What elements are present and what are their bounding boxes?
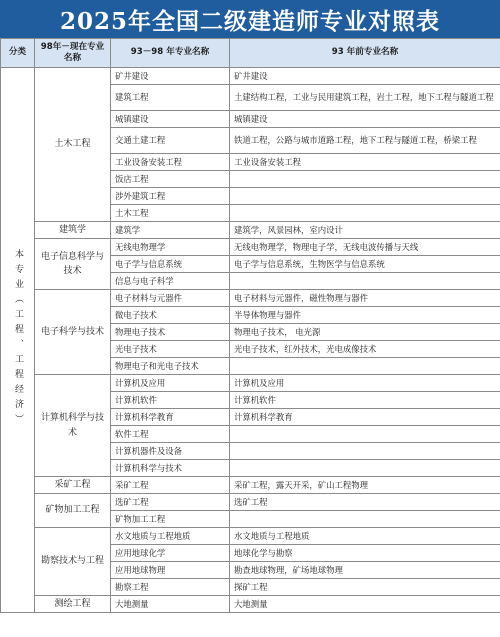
mid-major-cell: 计算机器件及设备 <box>111 443 230 460</box>
mid-major-cell: 交通土建工程 <box>111 128 230 154</box>
mid-major-cell: 电子学与信息系统 <box>111 256 230 273</box>
mid-major-cell: 采矿工程 <box>111 477 230 494</box>
old-major-cell: 计算机软件 <box>230 392 500 409</box>
page-title: 2025年全国二级建造师专业对照表 <box>59 7 440 35</box>
old-major-cell: 选矿工程 <box>230 494 500 511</box>
old-major-cell: 大地测量 <box>230 596 500 613</box>
current-major-cell: 测绘工程 <box>35 596 111 613</box>
mid-major-cell: 应用地球化学 <box>111 545 230 562</box>
old-major-cell: 电子材料与元器件，磁性物理与器件 <box>230 290 500 307</box>
old-major-cell <box>230 171 500 188</box>
old-major-cell: 无线电物理学，物理电子学，无线电波传播与天线 <box>230 239 500 256</box>
mid-major-cell: 物理电子和光电子技术 <box>111 358 230 375</box>
header-row <box>1 39 500 68</box>
mid-major-cell: 信息与电子科学 <box>111 273 230 290</box>
current-major-cell: 电子信息科学与技术 <box>35 239 111 290</box>
title-bar <box>0 0 500 38</box>
table-row <box>1 239 500 256</box>
old-major-cell: 铁道工程，公路与城市道路工程，地下工程与隧道工程，桥梁工程 <box>230 128 500 154</box>
category-label: 本专业（工程、工程经济） <box>13 248 23 429</box>
mid-major-cell: 城镇建设 <box>111 111 230 128</box>
old-major-cell: 光电子技术，红外技术，光电成像技术 <box>230 341 500 358</box>
comparison-table <box>0 38 500 613</box>
current-major-cell: 采矿工程 <box>35 477 111 494</box>
mid-major-cell: 应用地球物理 <box>111 562 230 579</box>
old-major-cell <box>230 205 500 222</box>
old-major-cell <box>230 460 500 477</box>
current-major-cell: 勘察技术与工程 <box>35 528 111 596</box>
mid-major-cell: 计算机科学与技术 <box>111 460 230 477</box>
old-major-cell: 采矿工程，露天开采，矿山工程物理 <box>230 477 500 494</box>
table-row <box>1 222 500 239</box>
old-major-cell <box>230 188 500 205</box>
header-93-98-major: 93－98 年专业名称 <box>111 39 230 68</box>
mid-major-cell: 矿物加工工程 <box>111 511 230 528</box>
mid-major-cell: 土木工程 <box>111 205 230 222</box>
mid-major-cell: 无线电物理学 <box>111 239 230 256</box>
old-major-cell: 地球化学与勘察 <box>230 545 500 562</box>
current-major-cell: 电子科学与技术 <box>35 290 111 375</box>
category-cell <box>1 68 35 613</box>
old-major-cell: 勘查地球物理，矿场地球物理 <box>230 562 500 579</box>
mid-major-cell: 选矿工程 <box>111 494 230 511</box>
table-row <box>1 494 500 511</box>
old-major-cell: 水文地质与工程地质 <box>230 528 500 545</box>
current-major-cell: 土木工程 <box>35 68 111 222</box>
header-pre-93-major: 93 年前专业名称 <box>230 39 500 68</box>
table-row <box>1 290 500 307</box>
old-major-cell <box>230 511 500 528</box>
old-major-cell: 电子学与信息系统，生物医学与信息系统 <box>230 256 500 273</box>
old-major-cell <box>230 426 500 443</box>
old-major-cell: 探矿工程 <box>230 579 500 596</box>
old-major-cell <box>230 443 500 460</box>
mid-major-cell: 涉外建筑工程 <box>111 188 230 205</box>
current-major-cell: 建筑学 <box>35 222 111 239</box>
table-row <box>1 68 500 85</box>
mid-major-cell: 计算机及应用 <box>111 375 230 392</box>
mid-major-cell: 建筑学 <box>111 222 230 239</box>
mid-major-cell: 光电子技术 <box>111 341 230 358</box>
old-major-cell: 建筑学，风景园林，室内设计 <box>230 222 500 239</box>
table-row <box>1 528 500 545</box>
mid-major-cell: 建筑工程 <box>111 85 230 111</box>
mid-major-cell: 矿井建设 <box>111 68 230 85</box>
mid-major-cell: 工业设备安装工程 <box>111 154 230 171</box>
old-major-cell: 半导体物理与器件 <box>230 307 500 324</box>
mid-major-cell: 物理电子技术 <box>111 324 230 341</box>
current-major-cell: 矿物加工工程 <box>35 494 111 528</box>
mid-major-cell: 计算机科学教育 <box>111 409 230 426</box>
table-row <box>1 596 500 613</box>
old-major-cell: 计算机及应用 <box>230 375 500 392</box>
mid-major-cell: 计算机软件 <box>111 392 230 409</box>
old-major-cell: 工业设备安装工程 <box>230 154 500 171</box>
mid-major-cell: 软件工程 <box>111 426 230 443</box>
old-major-cell: 矿井建设 <box>230 68 500 85</box>
old-major-cell: 土建结构工程，工业与民用建筑工程，岩土工程，地下工程与隧道工程 <box>230 85 500 111</box>
table-row <box>1 375 500 392</box>
mid-major-cell: 微电子技术 <box>111 307 230 324</box>
mid-major-cell: 大地测量 <box>111 596 230 613</box>
current-major-cell: 计算机科学与技术 <box>35 375 111 477</box>
mid-major-cell: 饭店工程 <box>111 171 230 188</box>
old-major-cell: 物理电子技术， 电光源 <box>230 324 500 341</box>
table-body <box>1 68 500 613</box>
header-category: 分类 <box>1 39 35 68</box>
old-major-cell: 城镇建设 <box>230 111 500 128</box>
mid-major-cell: 勘察工程 <box>111 579 230 596</box>
header-current-major: 98年－现在专业名称 <box>35 39 111 68</box>
old-major-cell: 计算机科学教育 <box>230 409 500 426</box>
old-major-cell <box>230 273 500 290</box>
mid-major-cell: 电子材料与元器件 <box>111 290 230 307</box>
mid-major-cell: 水文地质与工程地质 <box>111 528 230 545</box>
table-row <box>1 477 500 494</box>
old-major-cell <box>230 358 500 375</box>
